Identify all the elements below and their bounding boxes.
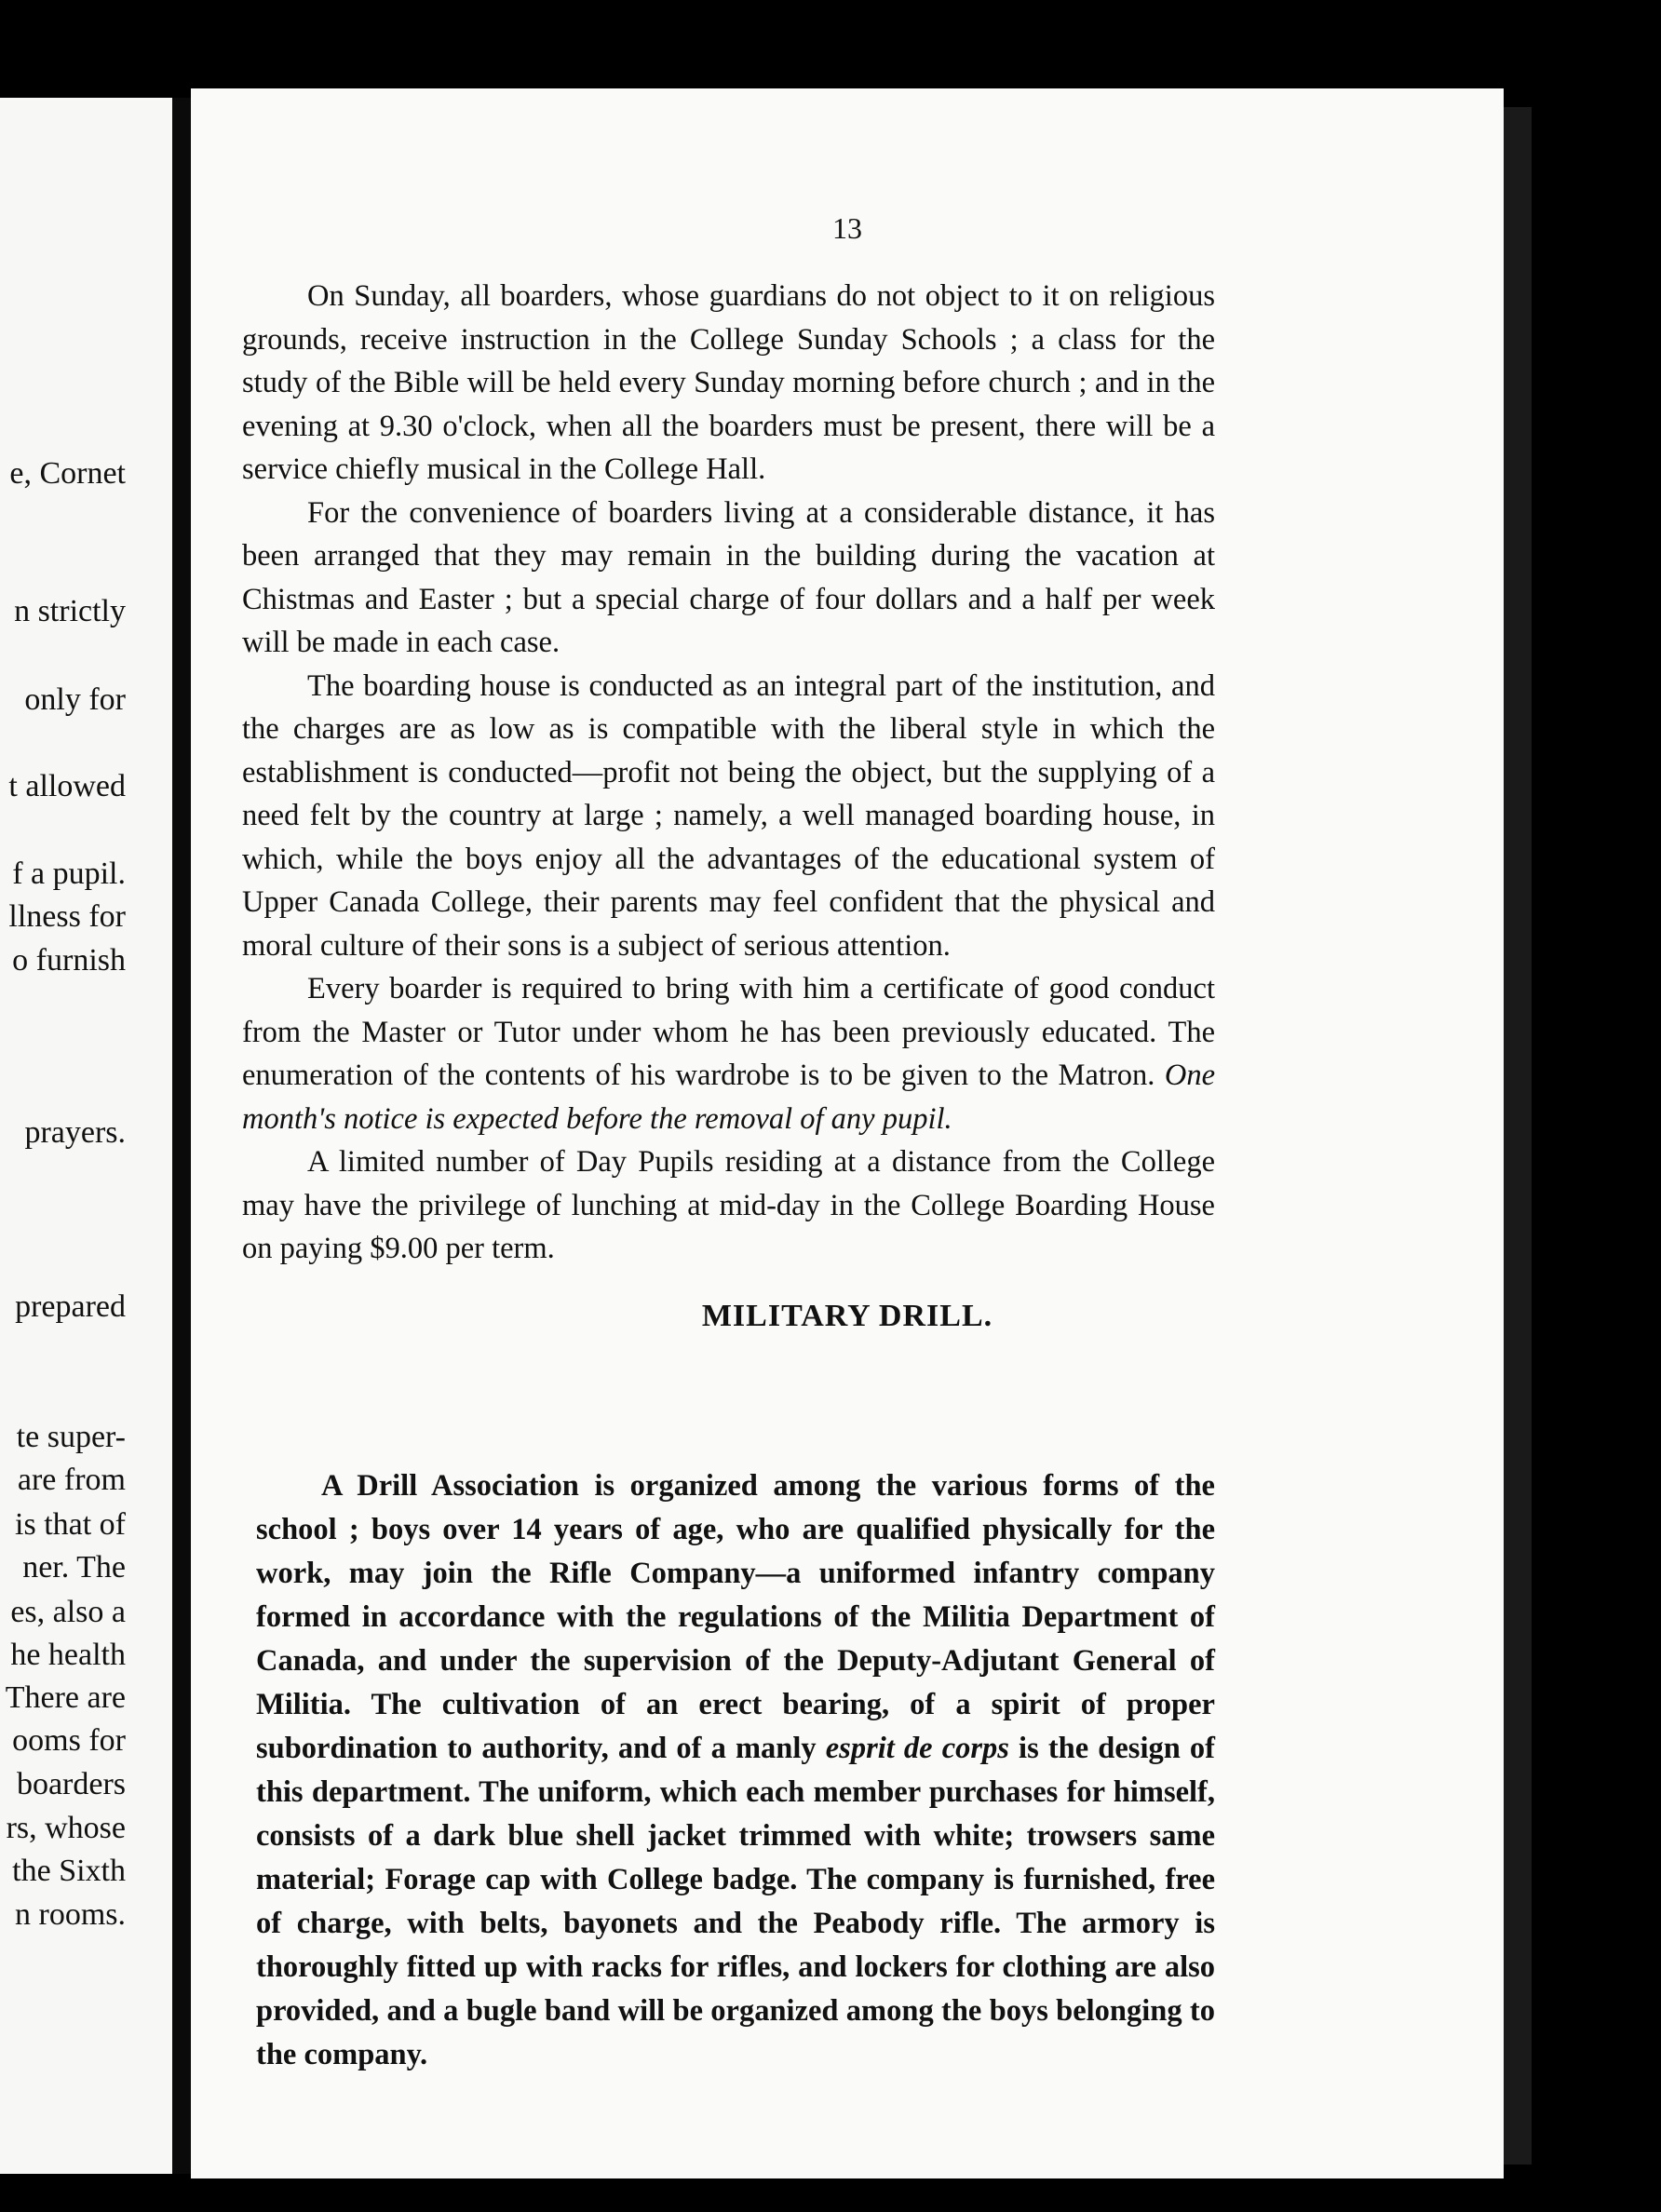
section-heading: MILITARY DRILL. <box>701 1299 993 1333</box>
left-facing-page <box>0 98 172 2174</box>
left-page-line: the Sixth <box>12 1854 126 1888</box>
left-page-line: ooms for <box>12 1723 126 1758</box>
drill-text <box>256 1464 1215 2077</box>
main-page <box>191 88 1504 2178</box>
left-page-line: There are <box>5 1680 126 1715</box>
drill-text-before: A Drill Association is organized among the various forms of the school ; boys over 14 years of age, who are qualified physically for the work, may join the Rifle Company—a uniformed infantry company formed in accordance with the regulations of the Militia Department of Canada, and under the supervision of the Deputy-Adjutant General of Militia. The cultivation of an erect bearing, of a spirit of proper subordination to authority, and of a manly <box>256 1469 1215 1765</box>
drill-text-after: is the design of this department. The uniform, which each member purchases for himself, consists of a dark blue shell jacket trimmed with white; trowsers same material; Forage cap with College badge. The company is furnished, free of charge, with belts, bayonets and the Peabody rifle. The armory is thoroughly fitted up with racks for rifles, and lockers for clothing are also provided, and a bugle band will be organized among the boys belonging to the company. <box>256 1732 1215 2071</box>
body-text <box>242 275 1215 1271</box>
left-page-line: es, also a <box>10 1595 126 1629</box>
paragraph-vacation: For the convenience of boarders living at a considerable distance, it has been arranged that they may remain in the building during the vacation at Chistmas and Easter ; but a special charge of four dollars and a half per week will be made in each case. <box>242 495 1215 659</box>
left-page-line: n strictly <box>14 594 126 628</box>
left-page-line: only for <box>24 682 126 717</box>
left-page-line: t allowed <box>8 769 126 803</box>
left-page-line: prayers. <box>24 1115 126 1150</box>
page-gutter <box>172 98 191 2174</box>
paragraph-day-pupils: A limited number of Day Pupils residing at a distance from the College may have the privilege of lunching at mid-day in the College Boarding House on paying $9.00 per term. <box>242 1145 1215 1265</box>
left-page-line: n rooms. <box>15 1897 126 1932</box>
left-page-line: prepared <box>15 1289 126 1324</box>
left-page-line: f a pupil. <box>12 856 126 891</box>
left-page-line: o furnish <box>12 943 126 978</box>
left-page-line: e, Cornet <box>9 456 126 491</box>
left-page-line: boarders <box>16 1767 126 1801</box>
left-page-line: llness for <box>8 899 126 934</box>
left-page-line: he health <box>10 1638 126 1672</box>
paragraph-certificate <box>242 967 1215 1140</box>
left-page-line: is that of <box>15 1507 126 1542</box>
paragraph-boarding-house: The boarding house is conducted as an integral part of the institution, and the charges are as low as is compatible with the liberal style in which the establishment is conducted—profit not being the object, but the supplying of a need felt by the country at large ; namely, a well managed boarding house, in which, while the boys enjoy all the advantages of the educational system of Upper Canada College, their parents may feel confident that the physical and moral culture of their sons is a subject of serious attention. <box>242 668 1215 963</box>
left-page-line: ner. The <box>22 1550 126 1585</box>
page-right-edge <box>1504 107 1532 2165</box>
paragraph-sunday: On Sunday, all boarders, whose guardians do not object to it on religious grounds, receive instruction in the College Sunday Schools ; a class for the study of the Bible will be held every Sunday morning before church ; and in the evening at 9.30 o'clock, when all the boarders must be present, there will be a service chiefly musical in the College Hall. <box>242 279 1215 486</box>
page-number: 13 <box>832 211 862 245</box>
paragraph-military-drill <box>256 1464 1215 2077</box>
certificate-text: Every boarder is required to bring with him a certificate of good conduct from the Master or Tutor under whom he has been previously educated. The enumeration of the contents of his wardrobe is to be given to the Matron. <box>242 972 1215 1092</box>
left-page-line: are from <box>17 1463 126 1497</box>
left-page-line: rs, whose <box>6 1811 126 1845</box>
notice-italic: One month's notice is expected before the removal of any pupil. <box>242 1059 1215 1136</box>
esprit-de-corps-italic: esprit de corps <box>825 1732 1009 1765</box>
left-page-line: te super- <box>16 1420 126 1454</box>
